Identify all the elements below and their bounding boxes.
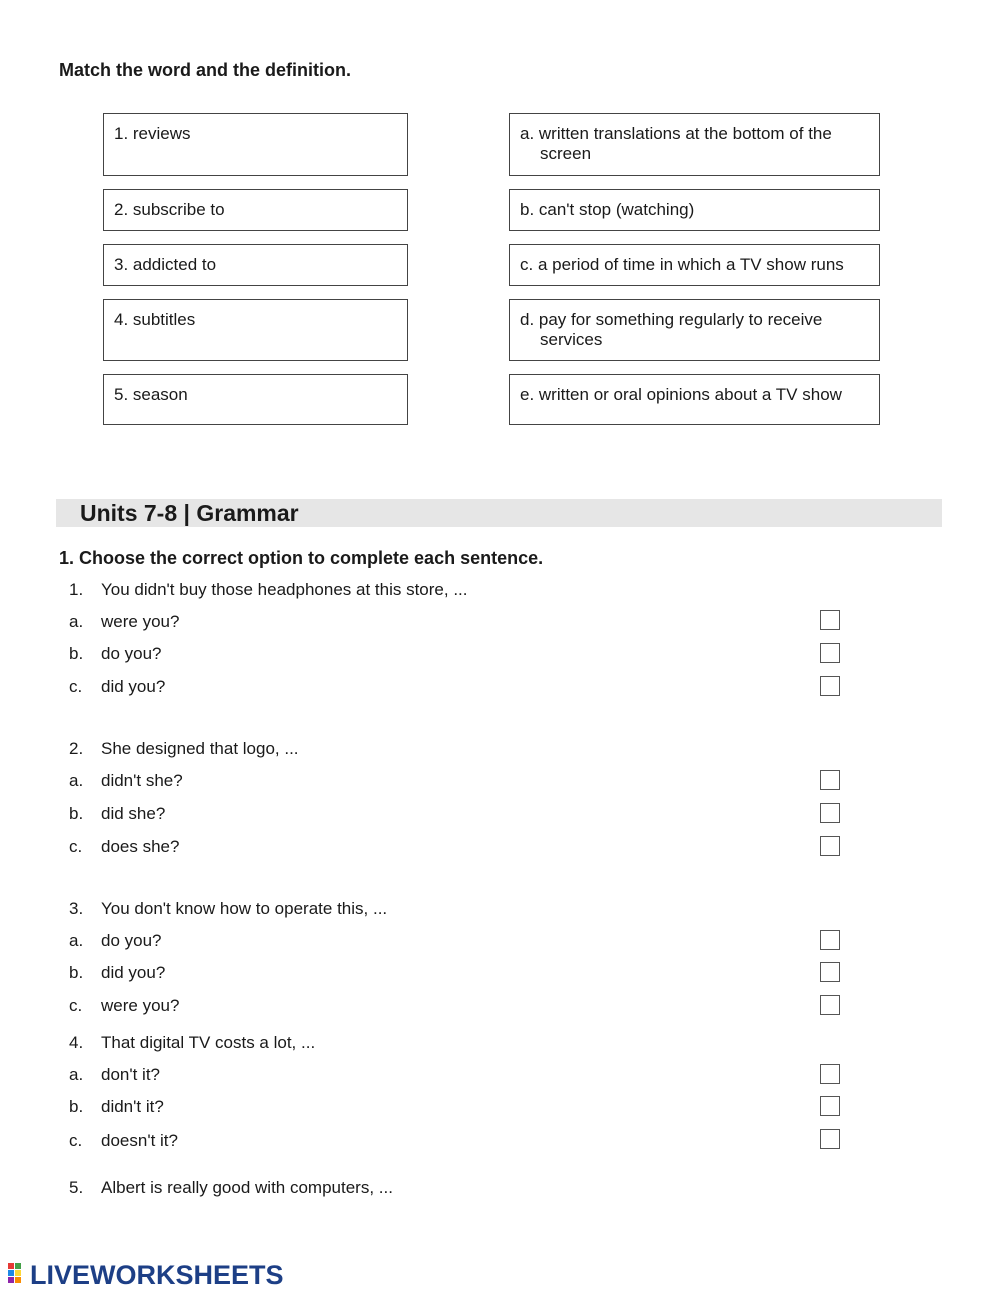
question-text: That digital TV costs a lot, ... [101, 1033, 316, 1052]
answer-checkbox[interactable] [820, 643, 840, 663]
option-text: did you? [101, 677, 166, 696]
option-letter: c. [69, 1131, 83, 1150]
word-label: 4. subtitles [114, 310, 196, 329]
option-letter: b. [69, 1097, 84, 1116]
option-letter: b. [69, 963, 84, 982]
section-title: Units 7-8 | Grammar [80, 500, 299, 526]
option-text: do you? [101, 644, 162, 663]
definition-label: b. can't stop (watching) [520, 200, 695, 219]
option-letter: c. [69, 996, 83, 1015]
logo-text: LIVEWORKSHEETS [30, 1259, 284, 1290]
option-text: were you? [101, 996, 180, 1015]
question-number: 4. [69, 1033, 84, 1052]
option-letter: a. [69, 771, 84, 790]
word-label: 2. subscribe to [114, 200, 225, 219]
question-text: She designed that logo, ... [101, 739, 299, 758]
question-number: 1. [69, 580, 84, 599]
option-letter: b. [69, 804, 84, 823]
question-text: You don't know how to operate this, ... [101, 899, 388, 918]
answer-checkbox[interactable] [820, 770, 840, 790]
definition-box-b[interactable] [509, 189, 880, 231]
option-text: didn't she? [101, 771, 183, 790]
definition-label: d. pay for something regularly to receive services [520, 310, 823, 349]
answer-checkbox[interactable] [820, 1096, 840, 1116]
answer-checkbox[interactable] [820, 1129, 840, 1149]
definition-label: e. written or oral opinions about a TV show [520, 385, 842, 404]
word-box-5[interactable] [103, 374, 408, 425]
question-number: 2. [69, 739, 84, 758]
definition-label: a. written translations at the bottom of the screen [520, 124, 832, 163]
option-letter: c. [69, 837, 83, 856]
word-box-2[interactable] [103, 189, 408, 231]
question-text: You didn't buy those headphones at this store, ... [101, 580, 468, 599]
matching-title: Match the word and the definition. [59, 60, 351, 80]
word-label: 5. season [114, 385, 188, 404]
answer-checkbox[interactable] [820, 930, 840, 950]
word-box-1[interactable] [103, 113, 408, 176]
liveworksheets-logo-icon [8, 1263, 30, 1287]
option-letter: a. [69, 612, 84, 631]
question-number: 3. [69, 899, 84, 918]
answer-checkbox[interactable] [820, 676, 840, 696]
word-label: 3. addicted to [114, 255, 217, 274]
option-text: were you? [101, 612, 180, 631]
option-text: did you? [101, 963, 166, 982]
option-letter: a. [69, 931, 84, 950]
option-letter: c. [69, 677, 83, 696]
option-text: do you? [101, 931, 162, 950]
word-box-3[interactable] [103, 244, 408, 286]
definition-box-c[interactable] [509, 244, 880, 286]
option-text: don't it? [101, 1065, 161, 1084]
option-text: does she? [101, 837, 180, 856]
option-text: did she? [101, 804, 166, 823]
option-text: doesn't it? [101, 1131, 178, 1150]
option-text: didn't it? [101, 1097, 164, 1116]
question-number: 5. [69, 1178, 84, 1197]
answer-checkbox[interactable] [820, 995, 840, 1015]
liveworksheets-logo[interactable] [8, 1259, 284, 1290]
definition-box-d[interactable] [509, 299, 880, 361]
answer-checkbox[interactable] [820, 836, 840, 856]
answer-checkbox[interactable] [820, 1064, 840, 1084]
question-text: Albert is really good with computers, ... [101, 1178, 393, 1197]
word-label: 1. reviews [114, 124, 191, 143]
answer-checkbox[interactable] [820, 610, 840, 630]
word-box-4[interactable] [103, 299, 408, 361]
answer-checkbox[interactable] [820, 803, 840, 823]
option-letter: b. [69, 644, 84, 663]
question-instruction: 1. Choose the correct option to complete each sentence. [59, 548, 544, 568]
definition-label: c. a period of time in which a TV show runs [520, 255, 844, 274]
option-letter: a. [69, 1065, 84, 1084]
answer-checkbox[interactable] [820, 962, 840, 982]
definition-box-e[interactable] [509, 374, 880, 425]
definition-box-a[interactable] [509, 113, 880, 176]
